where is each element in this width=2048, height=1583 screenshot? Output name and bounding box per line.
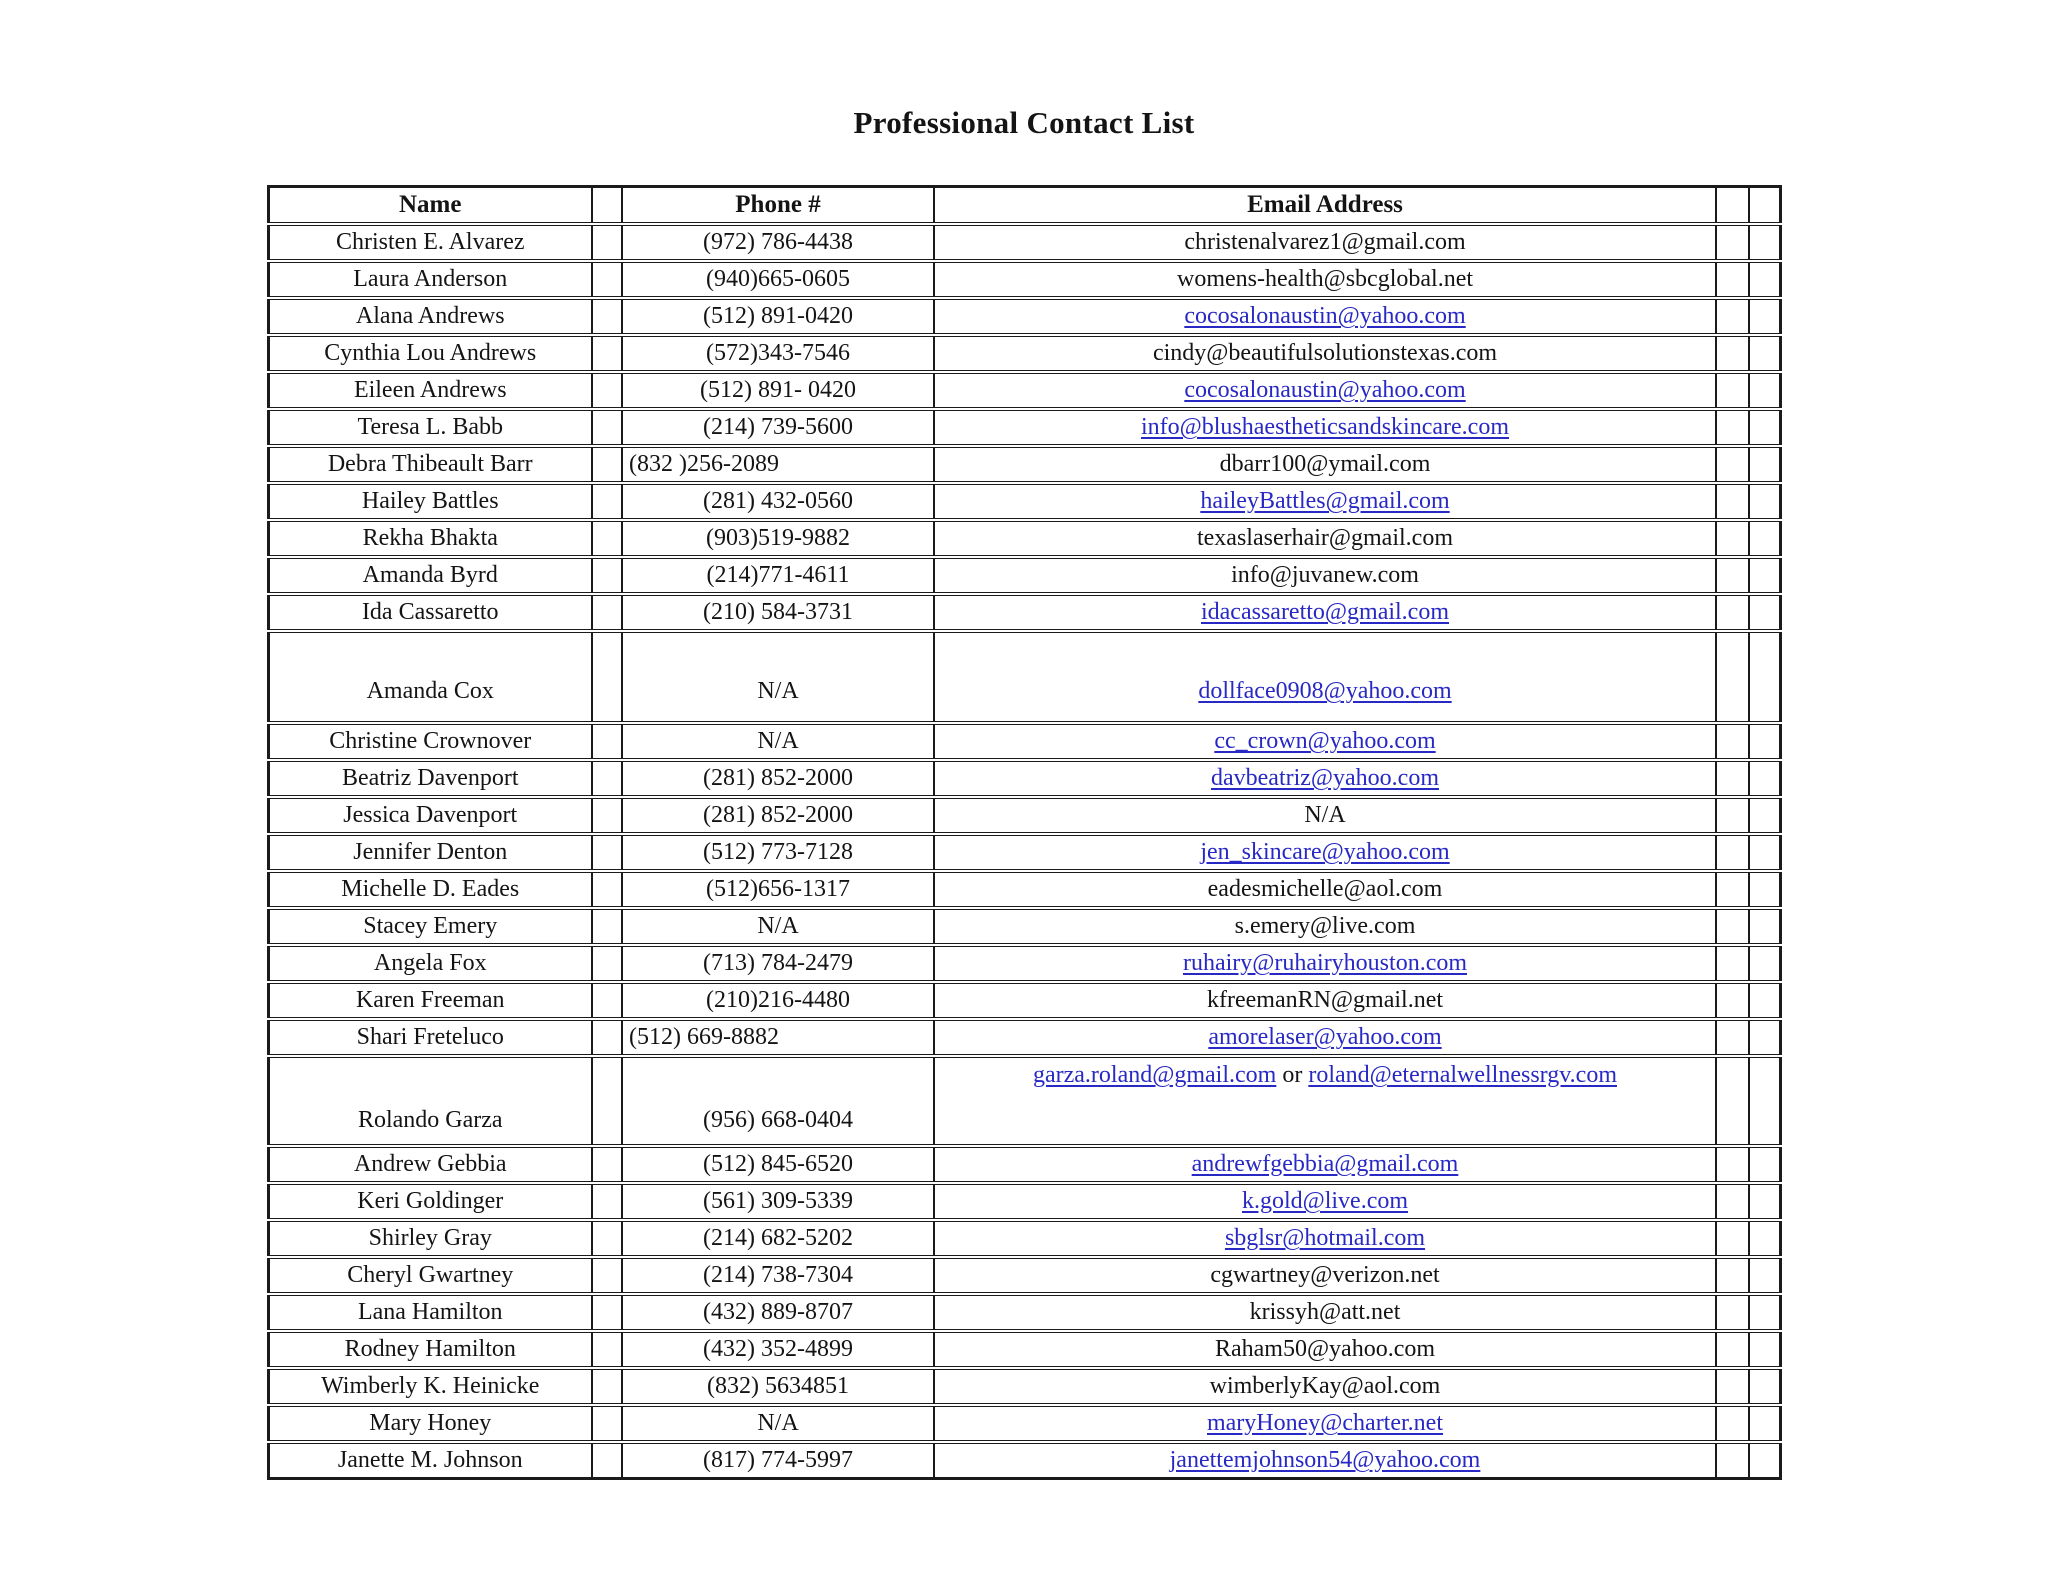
email-cell <box>934 261 1716 298</box>
header-row <box>268 187 1780 225</box>
contact-name-cell: Cheryl Gwartney <box>268 1257 592 1294</box>
email-cell <box>934 372 1716 409</box>
email-link[interactable]: cocosalonaustin@yahoo.com <box>1184 303 1466 330</box>
contact-row <box>268 224 1780 261</box>
header-spacer-right-2 <box>1749 187 1780 225</box>
spacer-cell <box>1716 594 1749 631</box>
email-cell <box>934 298 1716 335</box>
email-text: womens-health@sbcglobal.net <box>1176 266 1474 293</box>
header-email: Email Address <box>934 187 1716 225</box>
spacer-cell <box>1749 520 1780 557</box>
spacer-cell <box>1716 908 1749 945</box>
spacer-cell <box>1716 871 1749 908</box>
email-cell <box>934 1294 1716 1331</box>
contact-name-cell: Janette M. Johnson <box>268 1442 592 1479</box>
spacer-cell <box>1749 1220 1780 1257</box>
email-cell <box>934 1220 1716 1257</box>
email-link[interactable]: janettemjohnson54@yahoo.com <box>1169 1447 1481 1474</box>
spacer-cell <box>1716 335 1749 372</box>
phone-cell: (281) 432-0560 <box>622 483 934 520</box>
spacer-cell <box>1716 797 1749 834</box>
spacer-cell <box>1716 1056 1749 1146</box>
phone-cell: (972) 786-4438 <box>622 224 934 261</box>
phone-cell: N/A <box>622 723 934 760</box>
spacer-cell <box>1749 871 1780 908</box>
contact-row <box>268 298 1780 335</box>
phone-cell: (956) 668-0404 <box>622 1056 934 1146</box>
phone-cell: (214)771-4611 <box>622 557 934 594</box>
contact-name-cell: Beatriz Davenport <box>268 760 592 797</box>
spacer-cell <box>1749 261 1780 298</box>
email-link[interactable]: haileyBattles@gmail.com <box>1200 488 1450 515</box>
contact-name-cell: Christen E. Alvarez <box>268 224 592 261</box>
contact-row <box>268 1019 1780 1056</box>
email-link[interactable]: info@blushaestheticsandskincare.com <box>1141 414 1509 441</box>
phone-cell: (512) 669-8882 <box>622 1019 934 1056</box>
contact-name-cell: Christine Crownover <box>268 723 592 760</box>
email-text: dbarr100@ymail.com <box>1219 451 1431 478</box>
spacer-cell <box>592 1294 622 1331</box>
phone-cell: (210) 584-3731 <box>622 594 934 631</box>
email-text: cindy@beautifulsolutionstexas.com <box>1152 340 1498 367</box>
spacer-cell <box>1749 945 1780 982</box>
email-text: or <box>1276 1062 1309 1088</box>
spacer-cell <box>592 1331 622 1368</box>
email-cell <box>934 1019 1716 1056</box>
spacer-cell <box>1749 1331 1780 1368</box>
header-spacer-right-1 <box>1716 187 1749 225</box>
contact-row <box>268 557 1780 594</box>
spacer-cell <box>592 797 622 834</box>
spacer-cell <box>1716 372 1749 409</box>
spacer-cell <box>592 1183 622 1220</box>
spacer-cell <box>592 224 622 261</box>
contact-row <box>268 372 1780 409</box>
spacer-cell <box>1716 520 1749 557</box>
contact-name-cell: Rolando Garza <box>268 1056 592 1146</box>
contact-row <box>268 1220 1780 1257</box>
contact-name-cell: Rekha Bhakta <box>268 520 592 557</box>
contact-row <box>268 1183 1780 1220</box>
spacer-cell <box>1749 1368 1780 1405</box>
phone-cell: (832) 5634851 <box>622 1368 934 1405</box>
email-cell <box>934 908 1716 945</box>
phone-cell: (512) 891- 0420 <box>622 372 934 409</box>
spacer-cell <box>592 760 622 797</box>
email-cell <box>934 1183 1716 1220</box>
contact-name-cell: Keri Goldinger <box>268 1183 592 1220</box>
spacer-cell <box>592 409 622 446</box>
spacer-cell <box>592 1220 622 1257</box>
spacer-cell <box>1716 1405 1749 1442</box>
email-text: Raham50@yahoo.com <box>1214 1336 1436 1363</box>
email-cell <box>934 409 1716 446</box>
header-phone: Phone # <box>622 187 934 225</box>
email-cell <box>934 1442 1716 1479</box>
contact-name-cell: Wimberly K. Heinicke <box>268 1368 592 1405</box>
spacer-cell <box>1749 1146 1780 1183</box>
phone-cell: (561) 309-5339 <box>622 1183 934 1220</box>
email-link[interactable]: jen_skincare@yahoo.com <box>1200 839 1450 866</box>
contact-name-cell: Shirley Gray <box>268 1220 592 1257</box>
spacer-cell <box>592 483 622 520</box>
email-link[interactable]: cocosalonaustin@yahoo.com <box>1184 377 1466 404</box>
contact-row <box>268 1257 1780 1294</box>
spacer-cell <box>1749 446 1780 483</box>
phone-cell: N/A <box>622 1405 934 1442</box>
phone-cell: (713) 784-2479 <box>622 945 934 982</box>
contact-name-cell: Angela Fox <box>268 945 592 982</box>
contact-name-cell: Karen Freeman <box>268 982 592 1019</box>
contact-name-cell: Amanda Byrd <box>268 557 592 594</box>
email-text: wimberlyKay@aol.com <box>1209 1373 1441 1400</box>
phone-cell: N/A <box>622 908 934 945</box>
phone-cell: (281) 852-2000 <box>622 760 934 797</box>
contact-name-cell: Lana Hamilton <box>268 1294 592 1331</box>
spacer-cell <box>1716 483 1749 520</box>
spacer-cell <box>1749 1405 1780 1442</box>
contact-row <box>268 520 1780 557</box>
spacer-cell <box>1716 760 1749 797</box>
phone-cell: (817) 774-5997 <box>622 1442 934 1479</box>
page-title: Professional Contact List <box>853 105 1195 140</box>
email-text: kfreemanRN@gmail.net <box>1206 987 1444 1014</box>
spacer-cell <box>1716 1183 1749 1220</box>
email-link[interactable]: andrewfgebbia@gmail.com <box>1191 1151 1459 1178</box>
spacer-cell <box>1716 723 1749 760</box>
contact-row <box>268 594 1780 631</box>
contact-row <box>268 631 1780 723</box>
spacer-cell <box>1749 372 1780 409</box>
spacer-cell <box>1749 908 1780 945</box>
header-spacer-left <box>592 187 622 225</box>
spacer-cell <box>1749 797 1780 834</box>
phone-cell: (210)216-4480 <box>622 982 934 1019</box>
email-link[interactable]: sbglsr@hotmail.com <box>1224 1225 1426 1252</box>
phone-cell: (432) 889-8707 <box>622 1294 934 1331</box>
spacer-cell <box>1749 723 1780 760</box>
email-cell <box>934 520 1716 557</box>
email-link[interactable]: maryHoney@charter.net <box>1206 1410 1443 1437</box>
contact-name-cell: Laura Anderson <box>268 261 592 298</box>
contact-name-cell: Hailey Battles <box>268 483 592 520</box>
email-cell <box>934 1405 1716 1442</box>
spacer-cell <box>592 1146 622 1183</box>
spacer-cell <box>1749 409 1780 446</box>
email-cell <box>934 1056 1716 1146</box>
spacer-cell <box>592 631 622 723</box>
email-text: eadesmichelle@aol.com <box>1207 876 1443 903</box>
spacer-cell <box>1716 1257 1749 1294</box>
spacer-cell <box>592 871 622 908</box>
email-cell <box>934 335 1716 372</box>
spacer-cell <box>1716 1146 1749 1183</box>
email-text: christenalvarez1@gmail.com <box>1184 229 1466 256</box>
spacer-cell <box>592 520 622 557</box>
email-link[interactable]: amorelaser@yahoo.com <box>1208 1024 1442 1051</box>
contact-row <box>268 723 1780 760</box>
spacer-cell <box>1716 261 1749 298</box>
email-link[interactable]: k.gold@live.com <box>1241 1188 1409 1215</box>
contact-row <box>268 261 1780 298</box>
contact-name-cell: Andrew Gebbia <box>268 1146 592 1183</box>
spacer-cell <box>1716 1331 1749 1368</box>
contact-row <box>268 335 1780 372</box>
phone-cell: (214) 682-5202 <box>622 1220 934 1257</box>
email-link[interactable]: idacassaretto@gmail.com <box>1200 599 1449 626</box>
phone-cell: (512)656-1317 <box>622 871 934 908</box>
email-link[interactable]: cc_crown@yahoo.com <box>1214 728 1436 755</box>
spacer-cell <box>592 982 622 1019</box>
spacer-cell <box>592 1056 622 1146</box>
spacer-cell <box>1716 1294 1749 1331</box>
spacer-cell <box>1749 760 1780 797</box>
spacer-cell <box>592 557 622 594</box>
contact-table <box>267 185 1782 1480</box>
email-text: krissyh@att.net <box>1249 1299 1401 1326</box>
contact-row <box>268 982 1780 1019</box>
spacer-cell <box>1716 409 1749 446</box>
contact-row <box>268 1056 1780 1146</box>
contact-row <box>268 446 1780 483</box>
contact-name-cell: Amanda Cox <box>268 631 592 723</box>
phone-cell: (572)343-7546 <box>622 335 934 372</box>
spacer-cell <box>592 1442 622 1479</box>
phone-cell: (903)519-9882 <box>622 520 934 557</box>
spacer-cell <box>1749 483 1780 520</box>
contact-row <box>268 1405 1780 1442</box>
spacer-cell <box>592 1405 622 1442</box>
contact-name-cell: Rodney Hamilton <box>268 1331 592 1368</box>
contact-row <box>268 483 1780 520</box>
email-cell <box>934 982 1716 1019</box>
phone-cell: (512) 891-0420 <box>622 298 934 335</box>
contact-row <box>268 908 1780 945</box>
contact-name-cell: Cynthia Lou Andrews <box>268 335 592 372</box>
email-cell <box>934 945 1716 982</box>
contact-name-cell: Alana Andrews <box>268 298 592 335</box>
contact-row <box>268 1368 1780 1405</box>
email-cell <box>934 631 1716 723</box>
spacer-cell <box>1749 1019 1780 1056</box>
contact-row <box>268 1146 1780 1183</box>
spacer-cell <box>592 261 622 298</box>
spacer-cell <box>1749 631 1780 723</box>
email-text: cgwartney@verizon.net <box>1210 1262 1440 1289</box>
email-cell <box>934 483 1716 520</box>
spacer-cell <box>1749 1056 1780 1146</box>
spacer-cell <box>1749 982 1780 1019</box>
email-text: s.emery@live.com <box>1234 913 1416 940</box>
spacer-cell <box>592 1257 622 1294</box>
contact-row <box>268 834 1780 871</box>
spacer-cell <box>592 908 622 945</box>
spacer-cell <box>1749 1442 1780 1479</box>
contact-row <box>268 1442 1780 1479</box>
phone-cell: (214) 738-7304 <box>622 1257 934 1294</box>
phone-cell: N/A <box>622 631 934 723</box>
contact-name-cell: Eileen Andrews <box>268 372 592 409</box>
email-cell <box>934 760 1716 797</box>
spacer-cell <box>1749 224 1780 261</box>
contact-name-cell: Michelle D. Eades <box>268 871 592 908</box>
email-cell <box>934 224 1716 261</box>
email-cell <box>934 723 1716 760</box>
phone-cell: (940)665-0605 <box>622 261 934 298</box>
email-text: N/A <box>1304 802 1346 829</box>
phone-cell: (832 )256-2089 <box>622 446 934 483</box>
spacer-cell <box>592 594 622 631</box>
spacer-cell <box>1749 1183 1780 1220</box>
spacer-cell <box>1716 1442 1749 1479</box>
contact-row <box>268 1331 1780 1368</box>
email-cell <box>934 1368 1716 1405</box>
contact-name-cell: Mary Honey <box>268 1405 592 1442</box>
contact-name-cell: Jennifer Denton <box>268 834 592 871</box>
spacer-cell <box>1716 631 1749 723</box>
spacer-cell <box>1716 557 1749 594</box>
contact-name-cell: Ida Cassaretto <box>268 594 592 631</box>
spacer-cell <box>1749 594 1780 631</box>
contact-row <box>268 760 1780 797</box>
spacer-cell <box>1749 1294 1780 1331</box>
spacer-cell <box>1716 945 1749 982</box>
spacer-cell <box>1749 834 1780 871</box>
spacer-cell <box>1749 298 1780 335</box>
phone-cell: (512) 773-7128 <box>622 834 934 871</box>
phone-cell: (281) 852-2000 <box>622 797 934 834</box>
spacer-cell <box>1716 298 1749 335</box>
email-link[interactable]: davbeatriz@yahoo.com <box>1210 765 1439 792</box>
contact-rows <box>268 224 1780 1479</box>
spacer-cell <box>592 945 622 982</box>
phone-cell: (512) 845-6520 <box>622 1146 934 1183</box>
contact-name-cell: Teresa L. Babb <box>268 409 592 446</box>
email-cell <box>934 1257 1716 1294</box>
contact-row <box>268 797 1780 834</box>
email-cell <box>934 871 1716 908</box>
email-cell <box>934 1146 1716 1183</box>
spacer-cell <box>1716 224 1749 261</box>
spacer-cell <box>1749 335 1780 372</box>
email-cell <box>934 797 1716 834</box>
spacer-cell <box>592 298 622 335</box>
contact-row <box>268 945 1780 982</box>
spacer-cell <box>1749 1257 1780 1294</box>
spacer-cell <box>1749 557 1780 594</box>
spacer-cell <box>1716 834 1749 871</box>
email-link[interactable]: ruhairy@ruhairyhouston.com <box>1182 950 1468 977</box>
email-text: texaslaserhair@gmail.com <box>1196 525 1453 552</box>
email-cell <box>934 834 1716 871</box>
spacer-cell <box>1716 982 1749 1019</box>
contact-name-cell: Shari Freteluco <box>268 1019 592 1056</box>
spacer-cell <box>592 372 622 409</box>
email-link[interactable]: roland@eternalwellnessrgv.com <box>1308 1062 1617 1088</box>
contact-row <box>268 1294 1780 1331</box>
email-link[interactable]: dollface0908@yahoo.com <box>1198 678 1452 705</box>
spacer-cell <box>592 446 622 483</box>
email-cell <box>934 446 1716 483</box>
contact-row <box>268 409 1780 446</box>
contact-name-cell: Jessica Davenport <box>268 797 592 834</box>
header-name: Name <box>268 187 592 225</box>
spacer-cell <box>1716 1368 1749 1405</box>
contact-name-cell: Stacey Emery <box>268 908 592 945</box>
contact-row <box>268 871 1780 908</box>
spacer-cell <box>1716 1019 1749 1056</box>
email-cell <box>934 1331 1716 1368</box>
spacer-cell <box>592 834 622 871</box>
spacer-cell <box>1716 446 1749 483</box>
contact-name-cell: Debra Thibeault Barr <box>268 446 592 483</box>
phone-cell: (214) 739-5600 <box>622 409 934 446</box>
email-cell <box>934 557 1716 594</box>
spacer-cell <box>592 335 622 372</box>
spacer-cell <box>592 1019 622 1056</box>
email-text: info@juvanew.com <box>1231 562 1419 589</box>
spacer-cell <box>592 723 622 760</box>
spacer-cell <box>592 1368 622 1405</box>
email-cell <box>934 594 1716 631</box>
phone-cell: (432) 352-4899 <box>622 1331 934 1368</box>
email-link[interactable]: garza.roland@gmail.com <box>1032 1062 1277 1088</box>
spacer-cell <box>1716 1220 1749 1257</box>
